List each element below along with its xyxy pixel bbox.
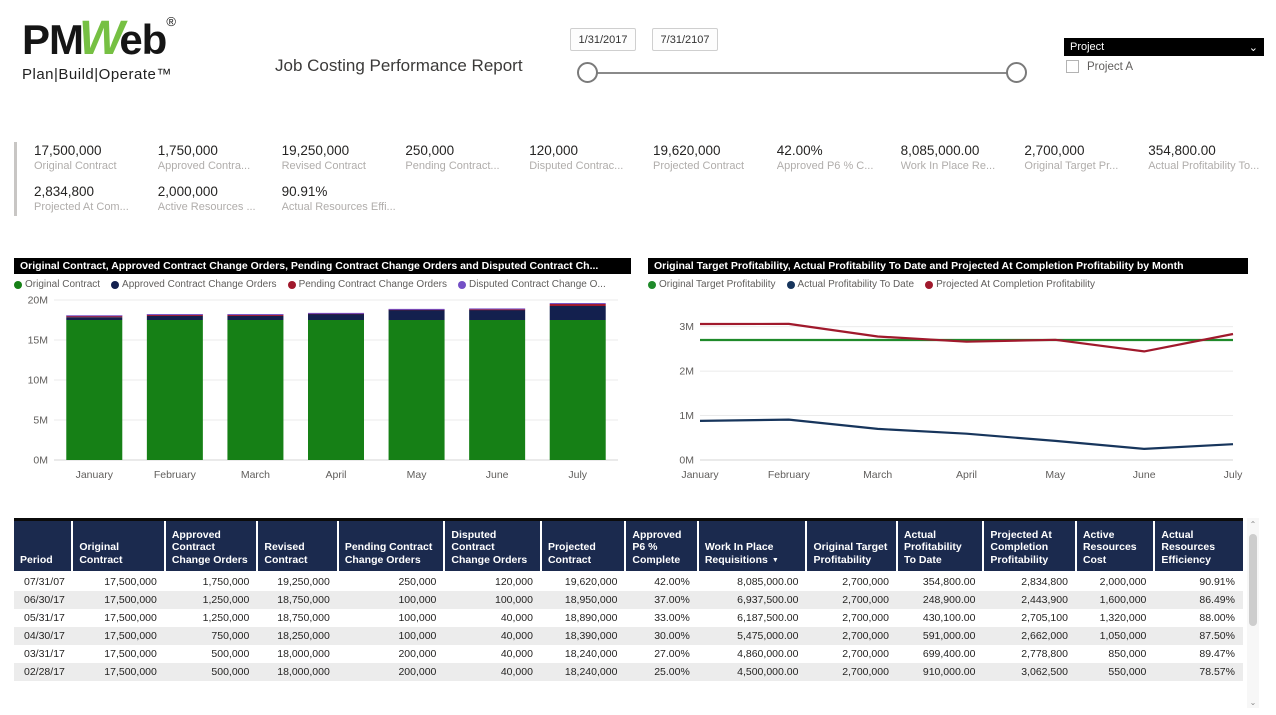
table-cell: 200,000 [398,648,437,660]
table-header-cell[interactable] [897,521,983,572]
bar-segment[interactable] [469,310,525,320]
table-cell: 17,500,000 [104,666,157,678]
kpi-value: 250,000 [405,143,455,158]
table-cell: 200,000 [398,666,437,678]
table-cell: 03/31/17 [24,648,65,660]
table-cell: 2,705,100 [1021,612,1068,624]
table-header-cell[interactable] [625,521,697,572]
table-header-cell[interactable] [338,521,445,572]
table-cell: 2,443,900 [1021,594,1068,606]
kpi-card [529,143,647,172]
kpi-label: Active Resources ... [157,201,256,213]
table-cell: 40,000 [500,648,533,660]
table-cell: 19,620,000 [564,576,618,588]
table-cell: 33.00% [654,612,690,624]
table-cell: 850,000 [1108,648,1147,660]
table-cell: 18,390,000 [564,630,618,642]
contract-change-orders-bar-chart [14,258,631,498]
bar-segment[interactable] [550,304,606,306]
scroll-down-icon[interactable]: ⌄ [1249,697,1257,707]
date-range-start-input[interactable]: 1/31/2017 [570,28,636,51]
legend-dot-icon [111,281,119,289]
column-header-label: Pending Contract Change Orders [344,541,433,567]
table-row[interactable] [14,645,1243,663]
table-header-cell[interactable] [806,521,897,572]
kpi-value: 2,700,000 [1024,143,1085,158]
logo-w: W [79,12,124,65]
chevron-down-icon: ⌄ [1248,41,1258,54]
table-cell: 100,000 [494,594,533,606]
bar-segment[interactable] [227,320,283,460]
table-cell: 2,000,000 [1099,576,1147,588]
table-cell: 40,000 [500,666,533,678]
x-axis-label: March [240,469,271,481]
x-axis-label: April [955,469,978,481]
y-axis-tick-label: 3M [679,321,694,334]
line-chart-plot[interactable] [648,290,1248,493]
profitability-line-chart [648,258,1248,498]
table-cell: 250,000 [398,576,437,588]
bar-segment[interactable] [389,320,445,460]
logo-pm: PM [22,16,83,63]
x-axis-label: July [568,469,588,481]
table-header-cell[interactable] [444,521,541,572]
column-header-label: Revised Contract [264,541,308,567]
table-cell: 354,800.00 [922,576,976,588]
x-axis-label: July [1223,469,1243,481]
kpi-value: 2,834,800 [34,184,95,199]
pmweb-logo [22,14,175,83]
bar-segment[interactable] [308,313,364,314]
x-axis-label: April [325,469,347,481]
y-axis-tick-label: 10M [27,374,48,387]
table-header-cell[interactable] [983,521,1076,572]
table-cell: 2,700,000 [842,630,889,642]
bar-segment[interactable] [550,320,606,460]
table-cell: 2,700,000 [842,576,889,588]
table-cell: 5,475,000.00 [737,630,799,642]
x-axis-label: January [75,469,113,481]
project-a-label: Project A [1087,60,1134,73]
legend-label: Original Target Profitability [659,279,776,290]
x-axis-label: June [485,469,509,481]
table-cell: 88.00% [1199,612,1235,624]
table-cell: 8,085,000.00 [737,576,799,588]
table-cell: 1,050,000 [1099,630,1147,642]
kpi-value: 19,250,000 [281,143,350,158]
table-header-cell[interactable] [165,521,258,572]
legend-dot-icon [458,281,466,289]
table-header-cell[interactable] [1154,521,1243,572]
table-cell: 04/30/17 [24,630,65,642]
table-cell: 30.00% [654,630,690,642]
table-cell: 17,500,000 [104,630,157,642]
table-cell: 100,000 [398,630,437,642]
table-cell: 2,778,800 [1021,648,1068,660]
table-cell: 19,250,000 [277,576,330,588]
kpi-card [777,143,895,172]
column-header-label: Projected At Completion Profitability [990,528,1052,567]
table-header-cell[interactable] [72,521,165,572]
legend-item[interactable] [787,279,915,290]
column-header-label: Approved P6 % Complete [632,528,682,567]
y-axis-tick-label: 15M [27,334,48,347]
kpi-label: Disputed Contrac... [529,160,624,172]
legend-dot-icon [648,281,656,289]
kpi-value: 8,085,000.00 [900,143,980,158]
table-cell: 18,240,000 [564,666,618,678]
x-axis-label: June [1132,469,1156,481]
table-cell: 90.91% [1199,576,1235,588]
kpi-value: 17,500,000 [34,143,102,158]
legend-label: Actual Profitability To Date [797,279,915,290]
logo-eb: eb [119,16,167,63]
table-cell: 18,950,000 [564,594,618,606]
kpi-card [653,143,771,172]
table-cell: 100,000 [398,594,437,606]
table-cell: 1,250,000 [202,594,250,606]
kpi-label: Projected Contract [653,160,745,172]
column-header-label: Disputed Contract Change Orders [451,528,528,567]
table-cell: 17,500,000 [104,612,157,624]
table-cell: 4,500,000.00 [737,666,799,678]
bar-segment[interactable] [469,320,525,460]
y-axis-tick-label: 20M [27,294,48,307]
bar-segment[interactable] [147,320,203,460]
sort-desc-icon: ▼ [771,557,779,565]
bar-segment[interactable] [66,320,122,460]
date-range-end-input[interactable]: 7/31/2107 [652,28,718,51]
table-cell: 17,500,000 [104,594,157,606]
table-header-cell[interactable] [257,521,337,572]
column-header-label: Period [20,554,53,567]
date-range-slider-handle-start[interactable] [577,62,598,83]
x-axis-label: February [153,469,196,481]
table-cell: 1,750,000 [202,576,250,588]
table-row[interactable] [14,572,1243,591]
table-cell: 2,700,000 [842,612,889,624]
project-a-checkbox[interactable] [1066,60,1079,73]
page-title: Job Costing Performance Report [275,56,523,75]
bar-chart-plot[interactable] [14,290,631,493]
bar-segment[interactable] [147,316,203,320]
legend-label: Approved Contract Change Orders [122,279,277,290]
job-costing-table-container [14,518,1259,707]
table-cell: 18,890,000 [564,612,618,624]
table-cell: 37.00% [654,594,690,606]
x-axis-label: February [767,469,810,481]
logo-tagline: Plan|Build|Operate™ [22,66,172,84]
table-cell: 100,000 [398,612,437,624]
legend-dot-icon [288,281,296,289]
table-cell: 06/30/17 [24,594,65,606]
table-row[interactable] [14,663,1243,681]
date-range-slider-track[interactable] [587,72,1017,74]
y-axis-tick-label: 0M [33,454,48,467]
y-axis-tick-label: 0M [679,454,694,467]
kpi-value: 90.91% [281,184,328,199]
table-cell: 18,750,000 [277,612,330,624]
line-chart-title: Original Target Profitability, Actual Profitability To Date and Projected At Completion Profitability by Month [648,258,1248,274]
table-cell: 18,250,000 [277,630,330,642]
bar-segment[interactable] [308,314,364,320]
table-cell: 2,700,000 [842,594,889,606]
table-cell: 591,000.00 [922,630,976,642]
bar-chart-title: Original Contract, Approved Contract Change Orders, Pending Contract Change Orders and Disputed Contract Ch... [14,258,631,274]
scroll-up-icon[interactable]: ⌃ [1249,519,1257,529]
table-cell: 40,000 [500,612,533,624]
table-header-cell[interactable] [1076,521,1154,572]
kpi-card [158,143,276,172]
kpi-card [1148,143,1266,172]
x-axis-label: May [1045,469,1066,481]
kpi-card [282,143,400,172]
project-filter-dropdown[interactable] [1064,38,1264,56]
bar-segment[interactable] [469,308,525,309]
legend-dot-icon [787,281,795,289]
bar-segment[interactable] [389,309,445,310]
table-cell: 6,937,500.00 [737,594,799,606]
table-cell: 3,062,500 [1021,666,1068,678]
kpi-label: Projected At Com... [34,201,129,213]
kpi-label: Actual Profitability To... [1148,160,1260,172]
kpi-card [901,143,1019,172]
y-axis-tick-label: 2M [679,365,694,378]
project-filter-label: Project [1070,41,1105,53]
table-cell: 05/31/17 [24,612,65,624]
table-cell: 699,400.00 [922,648,976,660]
bar-chart-legend [14,279,631,290]
legend-item[interactable] [14,279,100,290]
table-cell: 25.00% [654,666,690,678]
column-header-label: Approved Contract Change Orders [171,528,248,567]
kpi-card [34,143,152,172]
kpi-card-scrollbar[interactable] [14,142,17,216]
table-cell: 1,250,000 [202,612,250,624]
pmweb-logo-text [22,14,175,64]
legend-label: Original Contract [25,279,101,290]
job-costing-table [14,521,1243,681]
kpi-card [158,184,276,213]
bar-segment[interactable] [227,316,283,320]
column-header-label: Actual Profitability To Date [903,528,962,567]
bar-segment[interactable] [147,314,203,315]
line-chart-legend [648,279,1248,290]
legend-label: Projected At Completion Profitability [936,279,1096,290]
table-row[interactable] [14,591,1243,609]
column-header-label: Original Target Profitability [813,541,888,567]
table-row[interactable] [14,609,1243,627]
legend-item[interactable] [458,279,606,290]
table-cell: 27.00% [654,648,690,660]
bar-segment[interactable] [308,320,364,460]
line-series[interactable] [700,420,1233,449]
bar-segment[interactable] [227,314,283,315]
table-cell: 87.50% [1199,630,1235,642]
kpi-label: Actual Resources Effi... [281,201,396,213]
kpi-label: Work In Place Re... [900,160,996,172]
legend-item[interactable] [111,279,277,290]
table-cell: 500,000 [211,666,250,678]
kpi-value: 354,800.00 [1148,143,1216,158]
legend-dot-icon [925,281,933,289]
table-cell: 07/31/07 [24,576,65,588]
table-vertical-scrollbar[interactable] [1247,518,1259,708]
kpi-card [34,184,152,213]
table-cell: 2,700,000 [842,666,889,678]
table-cell: 910,000.00 [922,666,976,678]
kpi-card [405,143,523,172]
table-cell: 4,860,000.00 [737,648,799,660]
kpi-value: 120,000 [529,143,578,158]
column-header-label: Active Resources Cost [1082,528,1137,567]
table-cell: 40,000 [500,630,533,642]
legend-item[interactable] [288,279,447,290]
table-cell: 17,500,000 [104,576,157,588]
table-cell: 18,240,000 [564,648,618,660]
legend-label: Pending Contract Change Orders [298,279,447,290]
table-cell: 430,100.00 [922,612,976,624]
bar-segment[interactable] [66,317,122,320]
y-axis-tick-label: 1M [679,410,694,423]
table-cell: 86.49% [1199,594,1235,606]
table-cell: 500,000 [211,648,250,660]
date-range-slider-handle-end[interactable] [1006,62,1027,83]
kpi-label: Approved Contra... [157,160,251,172]
column-header-label: Original Contract [79,541,123,567]
table-cell: 248,900.00 [922,594,976,606]
project-option-row [1066,60,1133,73]
column-header-label: Work In Place Requisitions [704,541,774,567]
registered-mark: ® [166,14,175,29]
table-cell: 120,000 [494,576,533,588]
bar-segment[interactable] [550,303,606,304]
kpi-label: Approved P6 % C... [776,160,874,172]
kpi-value: 42.00% [776,143,823,158]
table-header-cell[interactable] [541,521,625,572]
line-series[interactable] [700,324,1233,352]
kpi-label: Pending Contract... [405,160,500,172]
kpi-card [282,184,400,213]
table-cell: 2,700,000 [842,648,889,660]
table-cell: 1,320,000 [1099,612,1147,624]
table-header-cell[interactable] [14,521,72,572]
x-axis-label: May [406,469,427,481]
kpi-value: 1,750,000 [157,143,218,158]
table-header-cell[interactable] [698,521,807,572]
kpi-value: 19,620,000 [653,143,721,158]
kpi-label: Original Target Pr... [1024,160,1119,172]
table-row[interactable] [14,627,1243,645]
kpi-card-grid [34,143,1266,213]
table-cell: 1,600,000 [1099,594,1147,606]
table-cell: 2,662,000 [1021,630,1068,642]
y-axis-tick-label: 5M [33,414,48,427]
x-axis-label: March [863,469,893,481]
legend-item[interactable] [925,279,1095,290]
table-cell: 550,000 [1108,666,1147,678]
table-cell: 18,000,000 [277,666,330,678]
kpi-label: Original Contract [34,160,117,172]
table-cell: 6,187,500.00 [737,612,799,624]
table-cell: 89.47% [1199,648,1235,660]
table-cell: 2,834,800 [1021,576,1068,588]
table-cell: 78.57% [1199,666,1235,678]
column-header-label: Actual Resources Efficiency [1161,528,1216,567]
bar-segment[interactable] [66,315,122,316]
x-axis-label: January [681,469,719,481]
legend-dot-icon [14,281,22,289]
table-cell: 42.00% [654,576,690,588]
column-header-label: Projected Contract [547,541,596,567]
legend-label: Disputed Contract Change O... [468,279,606,290]
scrollbar-thumb[interactable] [1249,534,1257,626]
kpi-value: 2,000,000 [157,184,218,199]
table-cell: 18,000,000 [277,648,330,660]
legend-item[interactable] [648,279,776,290]
kpi-card [1024,143,1142,172]
bar-segment[interactable] [389,310,445,320]
bar-segment[interactable] [550,306,606,320]
table-cell: 18,750,000 [277,594,330,606]
table-cell: 02/28/17 [24,666,65,678]
table-cell: 750,000 [211,630,250,642]
table-cell: 17,500,000 [104,648,157,660]
kpi-label: Revised Contract [281,160,366,172]
